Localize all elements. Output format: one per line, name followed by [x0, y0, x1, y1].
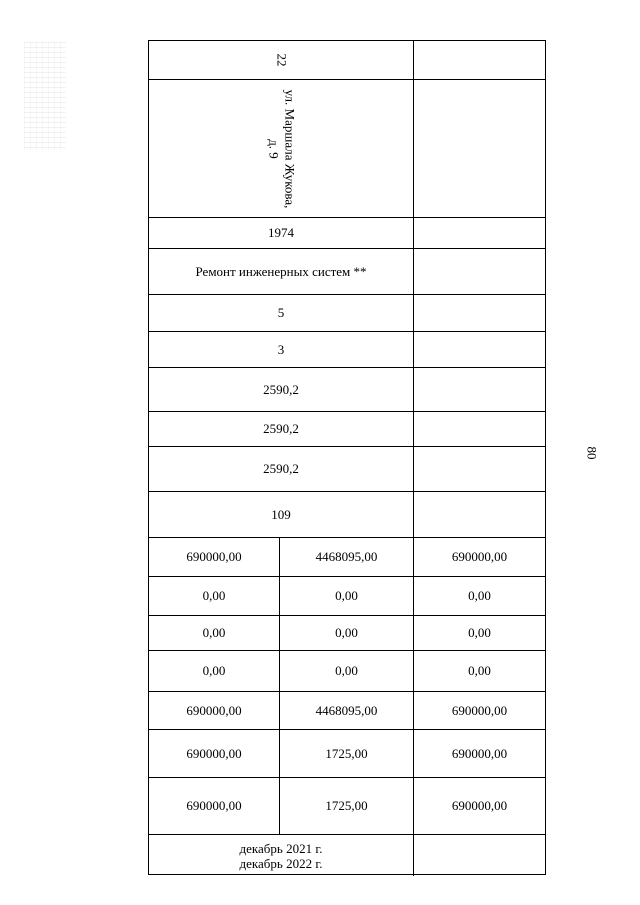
- address: ул. Маршала Жукова, д. 9: [266, 89, 297, 208]
- empty-cell: [414, 835, 545, 876]
- amount-cell: 1725,00: [280, 730, 414, 777]
- entrances-cell: 3: [149, 332, 414, 367]
- empty-cell: [414, 41, 545, 79]
- table-row: [149, 538, 545, 577]
- amount-cell: 0,00: [468, 625, 491, 640]
- period-start: декабрь 2021 г.: [239, 840, 323, 856]
- table-row: [149, 412, 545, 447]
- page-number: 80: [584, 446, 600, 460]
- period-end: декабрь 2022 г.: [239, 855, 323, 871]
- amount-cell: 0,00: [280, 577, 414, 615]
- table-row: [149, 577, 545, 616]
- table-row: [149, 492, 545, 538]
- amount-cell: 690000,00: [149, 778, 280, 834]
- table-row: [149, 41, 545, 80]
- empty-cell: [414, 492, 545, 537]
- amount-cell: 690000,00: [149, 538, 280, 576]
- table-row: [149, 368, 545, 412]
- empty-cell: [414, 218, 545, 248]
- amount-cell: 690000,00: [451, 745, 508, 761]
- work-type-cell: Ремонт инженерных систем **: [149, 249, 414, 294]
- table-row: [149, 80, 545, 218]
- empty-cell: [414, 295, 545, 331]
- amount-cell: 4468095,00: [280, 538, 414, 576]
- table-row: [149, 218, 545, 249]
- amount-cell: 690000,00: [149, 692, 280, 729]
- empty-cell: [414, 249, 545, 294]
- table-row: [149, 249, 545, 295]
- amount-cell: 0,00: [149, 651, 280, 691]
- year-cell: 1974: [149, 218, 414, 248]
- table-row: [149, 332, 545, 368]
- table-row: [149, 447, 545, 492]
- empty-cell: [414, 368, 545, 411]
- period-cell: [149, 835, 414, 876]
- amount-cell: 690000,00: [149, 730, 280, 777]
- amount-cell: 690000,00: [451, 702, 508, 718]
- table-row: [149, 616, 545, 651]
- residents-cell: 109: [149, 492, 414, 537]
- empty-cell: [414, 447, 545, 491]
- amount-cell: 0,00: [149, 577, 280, 615]
- floors-cell: 5: [149, 295, 414, 331]
- area-cell: 2590,2: [149, 368, 414, 411]
- amount-cell: 0,00: [149, 616, 280, 650]
- table-row: [149, 651, 545, 692]
- amount-cell: 0,00: [468, 588, 491, 603]
- amount-cell: 0,00: [280, 651, 414, 691]
- area-cell: 2590,2: [149, 447, 414, 491]
- amount-cell: 690000,00: [451, 549, 508, 564]
- table-row: [149, 778, 545, 835]
- amount-cell: 1725,00: [280, 778, 414, 834]
- empty-cell: [414, 80, 545, 217]
- row-number: 22: [274, 53, 289, 67]
- amount-cell: 4468095,00: [280, 692, 414, 729]
- table-row: [149, 295, 545, 332]
- empty-cell: [414, 412, 545, 446]
- table-row: [149, 730, 545, 778]
- amount-cell: 0,00: [280, 616, 414, 650]
- scanned-stamp-mark: [24, 42, 66, 150]
- data-table: [148, 40, 546, 875]
- area-cell: 2590,2: [149, 412, 414, 446]
- amount-cell: 0,00: [468, 663, 491, 678]
- empty-cell: [414, 332, 545, 367]
- table-row: [149, 835, 545, 876]
- amount-cell: 690000,00: [451, 798, 508, 813]
- table-row: [149, 692, 545, 730]
